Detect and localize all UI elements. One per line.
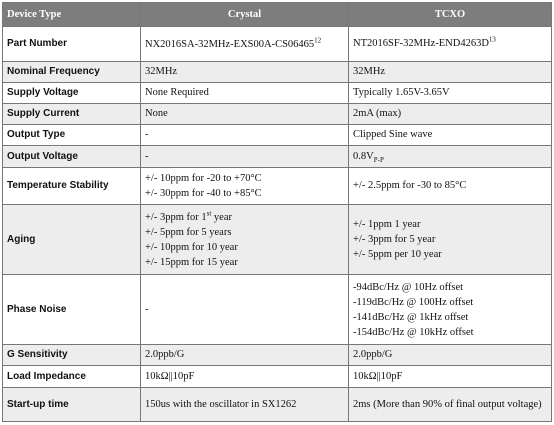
row-label: Output Type	[3, 125, 141, 146]
row-label: G Sensitivity	[3, 345, 141, 366]
tcxo-output-type: Clipped Sine wave	[349, 125, 552, 146]
comparison-table-container	[2, 2, 552, 422]
tcxo-g-sensitivity: 2.0ppb/G	[349, 345, 552, 366]
list-item: +/- 3ppm for 5 year	[353, 234, 436, 245]
crystal-part-number-text: NX2016SA-32MHz-EXS00A-CS06465	[145, 38, 315, 50]
crystal-vs-tcxo-table	[2, 2, 552, 422]
row-label: Nominal Frequency	[3, 62, 141, 83]
list-item: +/- 5ppm for 5 years	[145, 226, 232, 238]
crystal-aging	[141, 205, 349, 275]
row-label: Aging	[3, 205, 141, 275]
crystal-supply-voltage: None Required	[141, 83, 349, 104]
crystal-phase-noise: -	[141, 275, 349, 345]
table-row-aging	[3, 205, 552, 275]
table-row-startup-time	[3, 388, 552, 422]
tcxo-part-number	[349, 27, 552, 62]
row-label: Part Number	[3, 27, 141, 62]
crystal-output-type: -	[141, 125, 349, 146]
list-item: +/- 10ppm for -20 to +70°C	[145, 173, 262, 184]
row-label: Phase Noise	[3, 275, 141, 345]
table-row-supply-voltage	[3, 83, 552, 104]
row-label: Start-up time	[3, 388, 141, 422]
tcxo-part-number-text: NT2016SF-32MHz-END4263D	[353, 38, 489, 49]
tcxo-temperature-stability: +/- 2.5ppm for -30 to 85°C	[349, 168, 552, 205]
tcxo-startup-time: 2ms (More than 90% of final output voltage)	[349, 388, 552, 422]
crystal-supply-current: None	[141, 104, 349, 125]
aging-first-sup: st	[206, 209, 212, 217]
list-item: +/- 1ppm 1 year	[353, 219, 421, 230]
list-item	[145, 210, 344, 225]
list-item: -94dBc/Hz @ 10Hz offset	[353, 281, 464, 293]
header-tcxo: TCXO	[349, 3, 552, 27]
tcxo-nominal-frequency: 32MHz	[349, 62, 552, 83]
tcxo-output-voltage	[349, 146, 552, 168]
tcxo-output-voltage-value: 0.8V	[353, 150, 374, 162]
list-item: +/- 15ppm for 15 year	[145, 256, 238, 268]
crystal-load-impedance: 10kΩ||10pF	[141, 366, 349, 388]
list-item: -154dBc/Hz @ 10kHz offset	[353, 326, 474, 338]
row-label: Load Impedance	[3, 366, 141, 388]
tcxo-output-voltage-subscript: P-P	[373, 155, 384, 164]
row-label: Temperature Stability	[3, 168, 141, 205]
crystal-startup-time: 150us with the oscillator in SX1262	[141, 388, 349, 422]
aging-first-prefix: +/- 3ppm for 1	[145, 211, 207, 223]
list-item: -119dBc/Hz @ 100Hz offset	[353, 296, 474, 308]
table-row-load-impedance	[3, 366, 552, 388]
table-row-phase-noise	[3, 275, 552, 345]
crystal-output-voltage: -	[141, 146, 349, 168]
crystal-g-sensitivity: 2.0ppb/G	[141, 345, 349, 366]
crystal-nominal-frequency: 32MHz	[141, 62, 349, 83]
list-item: +/- 5ppm per 10 year	[353, 249, 442, 260]
crystal-part-number-footnote: 12	[314, 36, 322, 44]
tcxo-phase-noise	[349, 275, 552, 345]
header-row	[3, 3, 552, 27]
row-label: Output Voltage	[3, 146, 141, 168]
row-label: Supply Voltage	[3, 83, 141, 104]
tcxo-load-impedance: 10kΩ||10pF	[349, 366, 552, 388]
aging-first-suffix: year	[211, 211, 232, 223]
crystal-part-number	[141, 27, 349, 62]
table-row-temperature-stability	[3, 168, 552, 205]
table-row-part-number	[3, 27, 552, 62]
tcxo-supply-current: 2mA (max)	[349, 104, 552, 125]
row-label: Supply Current	[3, 104, 141, 125]
crystal-temperature-stability	[141, 168, 349, 205]
list-item: -141dBc/Hz @ 1kHz offset	[353, 311, 469, 323]
table-row-supply-current	[3, 104, 552, 125]
table-row-output-type	[3, 125, 552, 146]
tcxo-aging	[349, 205, 552, 275]
tcxo-part-number-footnote: 13	[488, 35, 496, 44]
header-device-type: Device Type	[3, 3, 141, 27]
tcxo-supply-voltage: Typically 1.65V-3.65V	[349, 83, 552, 104]
table-row-output-voltage	[3, 146, 552, 168]
table-row-nominal-frequency	[3, 62, 552, 83]
list-item: +/- 10ppm for 10 year	[145, 241, 238, 253]
table-row-g-sensitivity	[3, 345, 552, 366]
list-item: +/- 30ppm for -40 to +85°C	[145, 188, 262, 199]
header-crystal: Crystal	[141, 3, 349, 27]
